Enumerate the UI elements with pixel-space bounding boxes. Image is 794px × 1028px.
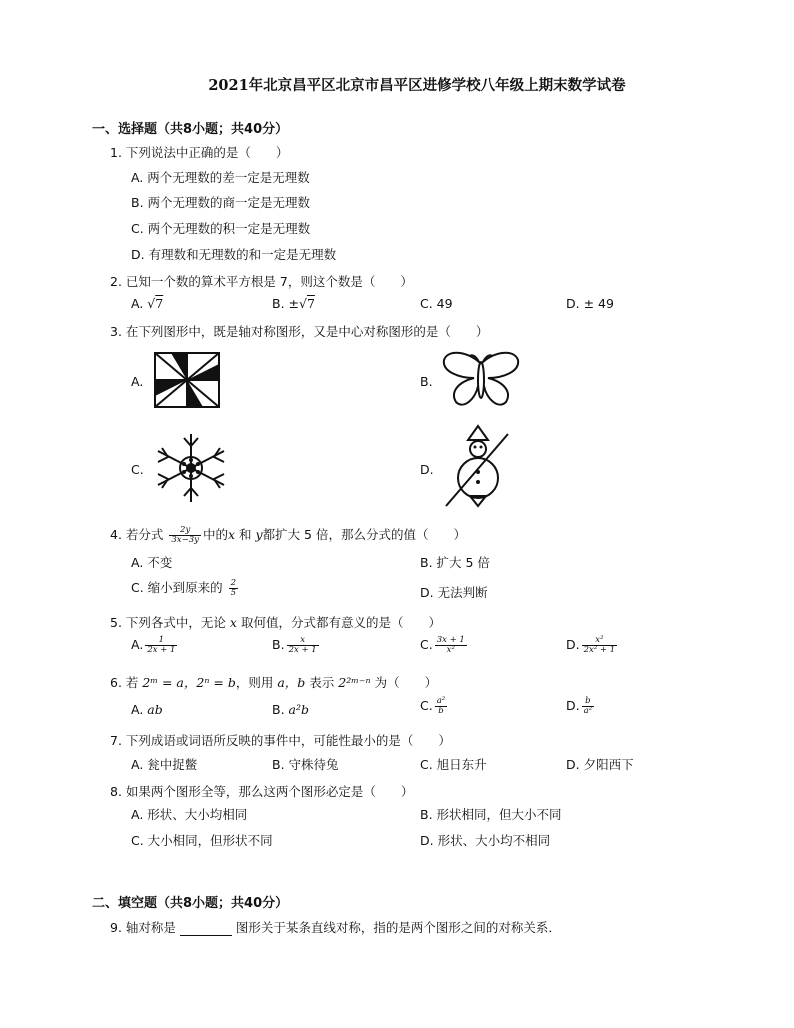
numerator: 2y [169, 526, 201, 536]
question-9-stem [110, 918, 561, 936]
question-6-option-a [131, 702, 163, 717]
question-8-option-c: C. 大小相同，但形状不同 [131, 833, 273, 848]
question-3-option-a: A. [131, 374, 144, 389]
pinwheel-figure [152, 350, 222, 410]
question-3-option-c: C. [131, 462, 144, 477]
question-2-option-a [131, 296, 163, 311]
stem-text: 取何值，分式都有意义的是（ ） [240, 615, 441, 630]
question-8-stem: 8. 如果两个图形全等，那么这两个图形必定是（ ） [110, 784, 414, 799]
option-label: A. [131, 296, 144, 311]
denominator: b [438, 706, 444, 716]
question-3-option-d: D. [420, 462, 434, 477]
question-2-option-c: C. 49 [420, 296, 453, 311]
question-1-option-c: C. 两个无理数的积一定是无理数 [131, 221, 311, 236]
question-1-option-a: A. 两个无理数的差一定是无理数 [131, 170, 310, 185]
question-3-stem: 3. 在下列图形中，既是轴对称图形，又是中心对称图形的是（ ） [110, 324, 489, 339]
question-5-option-d [566, 636, 619, 655]
radicand: 7 [155, 296, 164, 311]
denominator: 3x−3y [171, 535, 199, 545]
expression: ab [147, 702, 163, 717]
stem-text: 6. 若 [110, 675, 139, 690]
fraction [287, 636, 319, 655]
question-4-option-c [131, 578, 240, 598]
question-3-option-b: B. [420, 374, 433, 389]
numerator: a² [436, 696, 446, 706]
variable-x: x [227, 527, 236, 542]
numerator: 2 [230, 578, 237, 588]
question-5-option-a [131, 636, 179, 655]
numerator: x² [582, 636, 618, 646]
denominator: 2x² + 1 [583, 645, 616, 655]
option-label: D. [566, 698, 580, 713]
variables: a，b [277, 675, 306, 690]
option-label: C. [420, 637, 433, 652]
option-label: C. 缩小到原来的 [131, 580, 223, 595]
variable-x: x [229, 615, 237, 630]
equation: 2ᵐ = a，2ⁿ = b [142, 675, 236, 690]
denominator: 5 [230, 588, 237, 598]
snowflake-figure [150, 432, 232, 504]
expression: a²b [288, 702, 310, 717]
fraction [169, 526, 201, 545]
denominator: 2x + 1 [288, 645, 317, 655]
question-8-option-a: A. 形状、大小均相同 [131, 807, 248, 822]
expression: 2²ᵐ⁻ⁿ [338, 675, 371, 690]
question-6-option-d [566, 697, 596, 716]
question-2-stem: 2. 已知一个数的算术平方根是 7，则这个数是（ ） [110, 274, 413, 289]
page-title: 2021年北京昌平区北京市昌平区进修学校八年级上期末数学试卷 [208, 77, 626, 94]
denominator: 2x + 1 [147, 645, 176, 655]
question-1-stem: 1. 下列说法中正确的是（ ） [110, 145, 289, 160]
stem-text: 图形关于某条直线对称，指的是两个图形之间的对称关系． [235, 920, 561, 935]
fraction [435, 697, 447, 716]
stem-text: 4. 若分式 [110, 527, 164, 542]
question-8-option-d: D. 形状、大小均不相同 [420, 833, 551, 848]
numerator: 1 [145, 636, 177, 646]
option-label: A. [131, 702, 144, 717]
section-heading-fill: 二、填空题（共8小题；共40分） [92, 896, 289, 911]
option-label: C. [420, 698, 433, 713]
question-6-option-b [272, 702, 309, 717]
question-7-option-d: D. 夕阳西下 [566, 757, 634, 772]
fraction [145, 636, 177, 655]
question-4-stem [110, 525, 466, 545]
stem-text: 都扩大 5 倍，那么分式的值（ ） [262, 527, 466, 542]
variable-y: y [255, 527, 263, 542]
numerator: b [582, 697, 594, 707]
fraction [582, 636, 618, 655]
stem-text: 和 [239, 527, 252, 542]
stem-text: 5. 下列各式中，无论 [110, 615, 226, 630]
stem-text: 9. 轴对称是 [110, 920, 176, 935]
fraction [582, 697, 594, 716]
stem-text: 为（ ） [374, 675, 438, 690]
question-8-option-b: B. 形状相同，但大小不同 [420, 807, 562, 822]
option-label: D. [566, 637, 580, 652]
option-label: B. [272, 637, 285, 652]
numerator: x [287, 636, 319, 646]
stem-text: 中的 [202, 527, 228, 542]
question-5-option-b [272, 636, 321, 655]
fraction [435, 636, 467, 655]
stem-text: 表示 [309, 675, 335, 690]
stem-text: ，则用 [235, 675, 274, 690]
denominator: a² [583, 706, 593, 716]
answer-blank[interactable] [180, 923, 232, 936]
question-4-option-b: B. 扩大 5 倍 [420, 555, 490, 570]
radicand: 7 [306, 296, 315, 311]
question-2-option-d: D. ± 49 [566, 296, 614, 311]
question-1-option-b: B. 两个无理数的商一定是无理数 [131, 195, 311, 210]
question-7-option-c: C. 旭日东升 [420, 757, 487, 772]
denominator: x² [446, 645, 455, 655]
numerator: 3x + 1 [436, 635, 465, 645]
question-6-option-c [420, 697, 449, 716]
question-5-stem [110, 613, 441, 631]
section-heading-choice: 一、选择题（共8小题；共40分） [92, 122, 289, 137]
question-7-option-a: A. 瓮中捉鳖 [131, 757, 198, 772]
option-label: B. ± [272, 296, 299, 311]
question-7-stem: 7. 下列成语或词语所反映的事件中，可能性最小的是（ ） [110, 733, 451, 748]
question-4-option-a: A. 不变 [131, 555, 173, 570]
option-label: A. [131, 637, 144, 652]
option-label: B. [272, 702, 285, 717]
butterfly-figure [440, 350, 522, 410]
fraction [229, 579, 238, 598]
question-4-option-d: D. 无法判断 [420, 585, 488, 600]
question-6-stem [110, 673, 437, 691]
sqrt-sign: √7 [147, 296, 164, 311]
question-2-option-b [272, 296, 315, 311]
question-7-option-b: B. 守株待兔 [272, 757, 339, 772]
snowman-figure [438, 422, 518, 512]
sqrt-sign: √7 [299, 296, 315, 311]
question-1-option-d: D. 有理数和无理数的和一定是无理数 [131, 247, 337, 262]
question-5-option-c [420, 636, 469, 655]
